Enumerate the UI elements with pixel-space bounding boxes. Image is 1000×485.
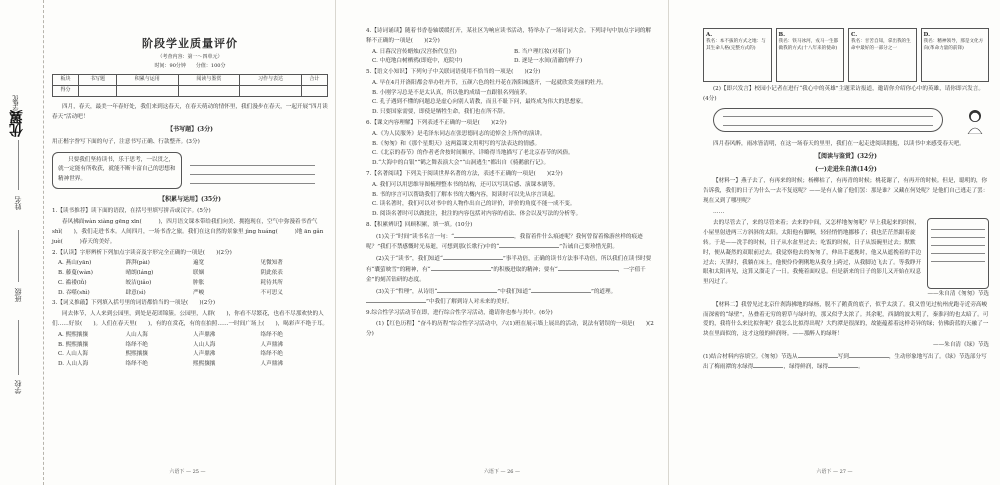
option: 人声鼎沸 — [260, 361, 283, 368]
question-3-text: 同去体节，人人来到公园里，到处是花团锦簇。公园里，人群( )，你看不尽繁花，也看不尽那欢快的人们……好景( )。人们在春天里( )，有的在赏花，有的在拍照……一时间广场上( )，喝彩声不绝于耳。 — [52, 311, 329, 328]
page-26-content — [366, 26, 656, 340]
option[interactable]: B. 藤蔓(wàn) — [58, 270, 93, 277]
score-head: 阅读与鉴赏 — [178, 74, 240, 85]
option[interactable]: D. 阅读名著时可以做批注，批注的内容包括对内容的看法、体会以及写法的分析等。 — [372, 211, 582, 218]
option[interactable]: C. 孔子遇到不懂的问题总是虚心向别人请教，而且不耻下问，最终成为伟大的思想家。 — [372, 99, 587, 106]
question-1: 1.【读书推荐】读下面的语段，在括号里填写拼音或汉字。(5分) — [52, 208, 211, 215]
material-1-with-notes — [703, 218, 989, 288]
page-26 — [335, 0, 668, 485]
speech-bubble[interactable] — [703, 108, 989, 134]
option[interactable]: A.《为人民服务》是毛泽东同志在张思德同志的追悼会上所作的演讲。 — [372, 130, 546, 137]
score-cell[interactable] — [178, 85, 240, 96]
section-reading: 【阅读与鉴赏】(32分) — [814, 153, 878, 161]
option: 湃湃(pài) — [125, 260, 150, 267]
option[interactable]: C.《北京的春节》的作者老舍按时间顺序，详略得当地描写了老北京春节的风俗。 — [372, 150, 574, 157]
question-6-options — [372, 130, 656, 169]
question-7: 7.【名著阅读】下列关于阅读世界名著的方法，表述不正确的一项是( )(2分) — [366, 170, 563, 177]
score-head: 书写题 — [79, 74, 117, 85]
option[interactable]: A. 熙熙攘攘 — [58, 331, 88, 338]
option: 见微知著 — [260, 260, 283, 267]
option[interactable]: D. 吞噬(shì) — [58, 289, 90, 296]
section-accumulation: 【积累与运用】(35分) — [158, 195, 222, 203]
section-writing: 【书写题】(3分) — [167, 126, 213, 134]
exhibit-card-d[interactable]: D. 我名：精神领导，那是文化方向(革命力量的前锋) — [921, 28, 990, 82]
annotation-box[interactable] — [927, 218, 989, 288]
score-table — [52, 74, 328, 97]
score-cell[interactable] — [240, 85, 302, 96]
reading-question-1: (1)结合材料内容填空。《匆匆》节选从 写到 ，生动形象地写出了。《绿》节选部分写出了梅雨潭的水绿得 ，绿得鲜润，绿得 。 — [703, 353, 987, 371]
option[interactable]: A. 早在4月开洛阳都会举办牡丹节，五颜六色的牡丹花在洛阳城盛开，一起就欣赏美丽的牡丹。 — [372, 79, 607, 86]
subsection-zhu-ziqing: (一)走进朱自清(14分) — [815, 165, 877, 173]
question-7-options — [372, 181, 656, 220]
option[interactable]: B. 小刚学习总是不是太认真，所以他的成绩一直跟很名列前茅。 — [372, 89, 531, 96]
option: 络绎不绝 — [260, 331, 283, 338]
exhibit-card-b[interactable]: B. 我名：铁马冰河，戎马一生都做我的方式(十八年来的使命) — [776, 28, 845, 82]
option[interactable]: C. 中庭地白树栖鸦(即庭中，庭院中) — [372, 58, 463, 65]
question-9: 9.综合性学习活动节在即，进行综合性学习活动，邀请你也参与其中。(6分) — [366, 310, 553, 317]
option[interactable]: D. 只要国家需要，即使是牺牲生命，我们也在所不辞。 — [372, 109, 509, 116]
material-2: 【材料二】我曾见过北京什刹海拂地的绿杨，脱不了鹅黄的底子，似乎太淡了。我又曾见过杭州虎跑寺近旁高峻而深密的“绿壁”，丛叠着无穷的碧草与绿叶的，那又似乎太浓了。其余呢，西湖的波太明了，秦淮河的也太暗了。可爱的，我将什么来比拟你呢？我怎么比拟得出呢？大约潭是很深的，故能蕴蓄着这样奇异的绿；仿佛蔚蓝的天融了一块在里面似的，这才这般的鲜润呀。——那醉人的绿呀！ — [703, 301, 989, 338]
option: 人声鼎沸 — [260, 341, 283, 348]
option[interactable]: D.“大海中的白银”“鹤之舞表演大会”“山洞逃生”都出自《骑鹅旅行记》。 — [372, 160, 550, 167]
option: 熙熙攘攘 — [193, 361, 216, 368]
score-cell[interactable] — [79, 85, 117, 96]
exam-scope: （考查内容：第一～四单元） — [157, 54, 223, 61]
option: 联姻 — [193, 270, 205, 277]
option: 阴此依表 — [260, 270, 283, 277]
question-4-options — [372, 48, 656, 68]
option[interactable]: A. 燕山(yān) — [58, 260, 92, 267]
reading-intro: 四月春风醉，雨冰皆清明，在这一场春天的里里，我们在一起走进阅读拥抱，以读书中来感受春天吧。 — [713, 140, 965, 147]
option: 晴朗(láng) — [125, 270, 154, 277]
material-1: 【材料一】燕子去了，有再来的时候；杨柳枯了，有再青的时候；桃花谢了，有再开的时候。但是，聪明的，你告诉我，我们的日子为什么一去不复返呢？——是有人偷了他们罢：那是谁？又藏在何处呢？是他们自己逃走了罢：现在又到了哪里呢？ — [703, 178, 989, 204]
option: 人声鼎沸 — [193, 331, 216, 338]
material-1-source: ——朱自清《匆匆》节选 — [927, 290, 989, 297]
option: 络绎不绝 — [125, 361, 148, 368]
option[interactable]: C. 读名著时，我们可以对书中的人物作出自己的评价，评价的角度不能一成不变。 — [372, 201, 576, 208]
option[interactable]: A. 我们可以用思维导图梳理整本书的结构，还可以写读后感、演课本剧等。 — [372, 181, 559, 188]
option: 络绎不绝 — [125, 341, 148, 348]
writing-line[interactable] — [190, 175, 315, 184]
exhibit-card-c[interactable]: C. 我名：甘苦自知，拿出我的生命中最好的一部分之一 — [848, 28, 917, 82]
score-cell[interactable] — [301, 85, 327, 96]
option: 人声鼎沸 — [193, 351, 216, 358]
option[interactable]: B. 当户理红妆(对着门) — [514, 48, 571, 55]
question-3: 3.【词义推敲】下列填入括号里的词语都恰当的一项是( )(2分) — [52, 300, 216, 307]
page-25-content — [52, 34, 328, 370]
question-4: 4.【诗词诵读】随着书香卷轴缓缓打开，某社区为响应读书活动，特举办了一场诗词大会。下列诗句中加点字词的解释不正确的一项是( )(2分) — [366, 28, 652, 44]
writing-question: 用正楷字誊写下面的句子，注意书写正确、行款整齐。(3分) — [52, 138, 200, 145]
question-9-1: (1)【红色历程】“奋斗的历程”综合性学习活动中，六(1)班在展示墙上展出的活动，说法有错误的一项是( )(2分) — [366, 320, 654, 337]
page-27 — [668, 0, 1000, 485]
option[interactable]: D. 人山人海 — [58, 361, 89, 368]
intro-text: 四月，春天，最美一年春好处，我们来到这春天，在春天萌动的情怀里，我们漫步在春天，一起开展“四月读春天”活动吧！ — [52, 103, 328, 120]
score-head: 积累与运用 — [117, 74, 179, 85]
brand-logo: 优翼学练优 — [9, 96, 25, 137]
option[interactable]: A. 日暮汉宫传蜡烛(汉宫指代皇宫) — [372, 48, 457, 55]
exhibit-cards — [703, 28, 989, 82]
name-line — [18, 140, 19, 190]
option[interactable]: B.《匆匆》和《那个星期天》这两篇课文用明写的写法表达的情感。 — [372, 140, 541, 147]
question-8-3: (3)关于“哲理”，从诗语“ ”中我们知道“ ”的道理。”中我们了解到诗人对未来的美好。 — [366, 287, 656, 309]
page-footer: 六语下 — 25 — — [169, 469, 206, 476]
score-head: 习作与表达 — [240, 74, 302, 85]
material-1-body: 去的尽管去了，来的尽管来着；去来的中间，又怎样地匆匆呢？早上我起来的时候，小屋里射进两三方斜斜的太阳。太阳他有脚啊，轻轻悄悄地挪移了；我也茫茫然跟着旋转。于是——洗手的时候，日子从水盆里过去；吃饭的时候，日子从饭碗里过去；默默时，便从凝然的双眼前过去。我觉察他去的匆匆了，伸出手遮挽时，他又从遮挽着的手边过去；天黑时，我躺在床上，他便伶伶俐俐地从我身上跨过，从我脚边飞去了。等我睁开眼和太阳再见，这算又溜走了一日。我掩着面叹息。但是新来的日子的影儿又开始在叹息里闪过了。 — [703, 220, 922, 286]
page-footer: 六语下 — 26 — — [483, 469, 521, 476]
page-25 — [0, 0, 335, 485]
name-label: 姓名 — [14, 196, 22, 210]
question-5-options — [372, 79, 656, 118]
question-2-options — [58, 259, 328, 298]
question-2: 2.【认读】字形辨析下列加点字读音及字形完全正确的一项是( )(2分) — [52, 249, 232, 256]
option: 遍宽 — [193, 260, 205, 267]
option: 耗待其所 — [260, 279, 283, 286]
option: 熙熙攘攘 — [125, 351, 148, 358]
question-8-1: (1)关于“时间”读书名言一句：“ ，我留着件什么痕迹呢？我何曾留着像游丝样的痕迹呢？”我们不禁感慨时光易逝，可想到那(长歌行)中的“ ”告诫自己要珍惜光阴。 — [366, 233, 643, 251]
writing-line[interactable] — [190, 166, 315, 175]
question-8: 8.【积累辨识】回顾积累，填一填。(10分) — [366, 221, 473, 228]
score-head: 板块 — [53, 74, 79, 85]
material-1-ellipsis: …… — [713, 208, 725, 215]
score-cell[interactable] — [117, 85, 179, 96]
question-8-2: (2)关于“读书”，我们知道“ ”事半功倍，正确的读书方法事半功倍，所以我们在读书时要有“囊萤映雪”的精神，有“ ”的积极进取的精神；要有“ ，一字值千金”的刻苦钻研的态度。 — [366, 256, 652, 283]
school-line — [18, 320, 19, 375]
option[interactable]: C. 褴褛(lǚ) — [58, 279, 87, 286]
copy-sentence-box: 只要我们坚持读书，乐于思考，一以贯之，就一定能有所收获，就能不断丰富自己的思想和精神世界。 — [52, 152, 182, 189]
exhibit-card-a[interactable]: A. 我名：本不拔的方式之地：与其生命人格(完整方式的) — [703, 28, 772, 82]
binding-strip — [0, 0, 44, 485]
question-6: 6.【课文内容理解】下列表述不正确的一项是( )(2分) — [366, 120, 507, 127]
school-label: 学校 — [14, 380, 22, 394]
option: 皎洁(jiǎo) — [125, 279, 152, 286]
option: 肆意(sì) — [125, 289, 146, 296]
girl-icon — [963, 108, 987, 134]
class-line — [18, 230, 19, 282]
speech-question: (2)【即兴发言】校园小记者在进行“我心中的英雄”主题采访报道，邀请你介绍你心中的英雄，请你即兴发言。(4分) — [703, 86, 984, 102]
question-3-options — [58, 331, 328, 370]
exam-time: 时间：90分钟 分值：100分 — [154, 63, 226, 69]
option: 人山人海 — [125, 331, 148, 338]
page-footer: 六语下 — 27 — — [816, 469, 853, 476]
score-head: 合计 — [301, 74, 327, 85]
score-row-label: 得分 — [53, 85, 79, 96]
question-1-text: 春风拂面wàn xiàng gēng xīn( )，四月语文课本带给我们向美、拥抱现在，空气中弥漫着书香气 shǐ( )，我们走进书本。人间四月，一场书香之旅。我们在这自然的景象里 jìng huáng( )地 ān gǎn juè( )春天的美好。 — [52, 219, 324, 245]
material-2-source: ——朱自清《绿》节选 — [933, 341, 989, 348]
option: 人山人海 — [193, 341, 216, 348]
question-5: 5.【语文小知识】下列句子中关联词语使用不恰当的一项是( )(2分) — [366, 69, 541, 76]
option: 络绎不绝 — [260, 351, 283, 358]
option[interactable]: B. 熙熙攘攘 — [58, 341, 89, 348]
writing-line[interactable] — [190, 157, 315, 166]
option: 肿胀 — [193, 279, 205, 286]
option[interactable]: B. 书的序言可以帮助我们了解本书的大概内容，阅读时可以先从序言读起。 — [372, 191, 559, 198]
option: 严峻 — [193, 289, 205, 296]
option[interactable]: D. 逐是一水间(清澈的样子) — [514, 58, 583, 65]
page-27-content — [703, 28, 989, 374]
class-label: 班级 — [14, 288, 22, 302]
option[interactable]: C. 人山人海 — [58, 351, 89, 358]
option: 不可思义 — [260, 289, 283, 296]
exam-title: 阶段学业质量评价 — [142, 37, 238, 50]
